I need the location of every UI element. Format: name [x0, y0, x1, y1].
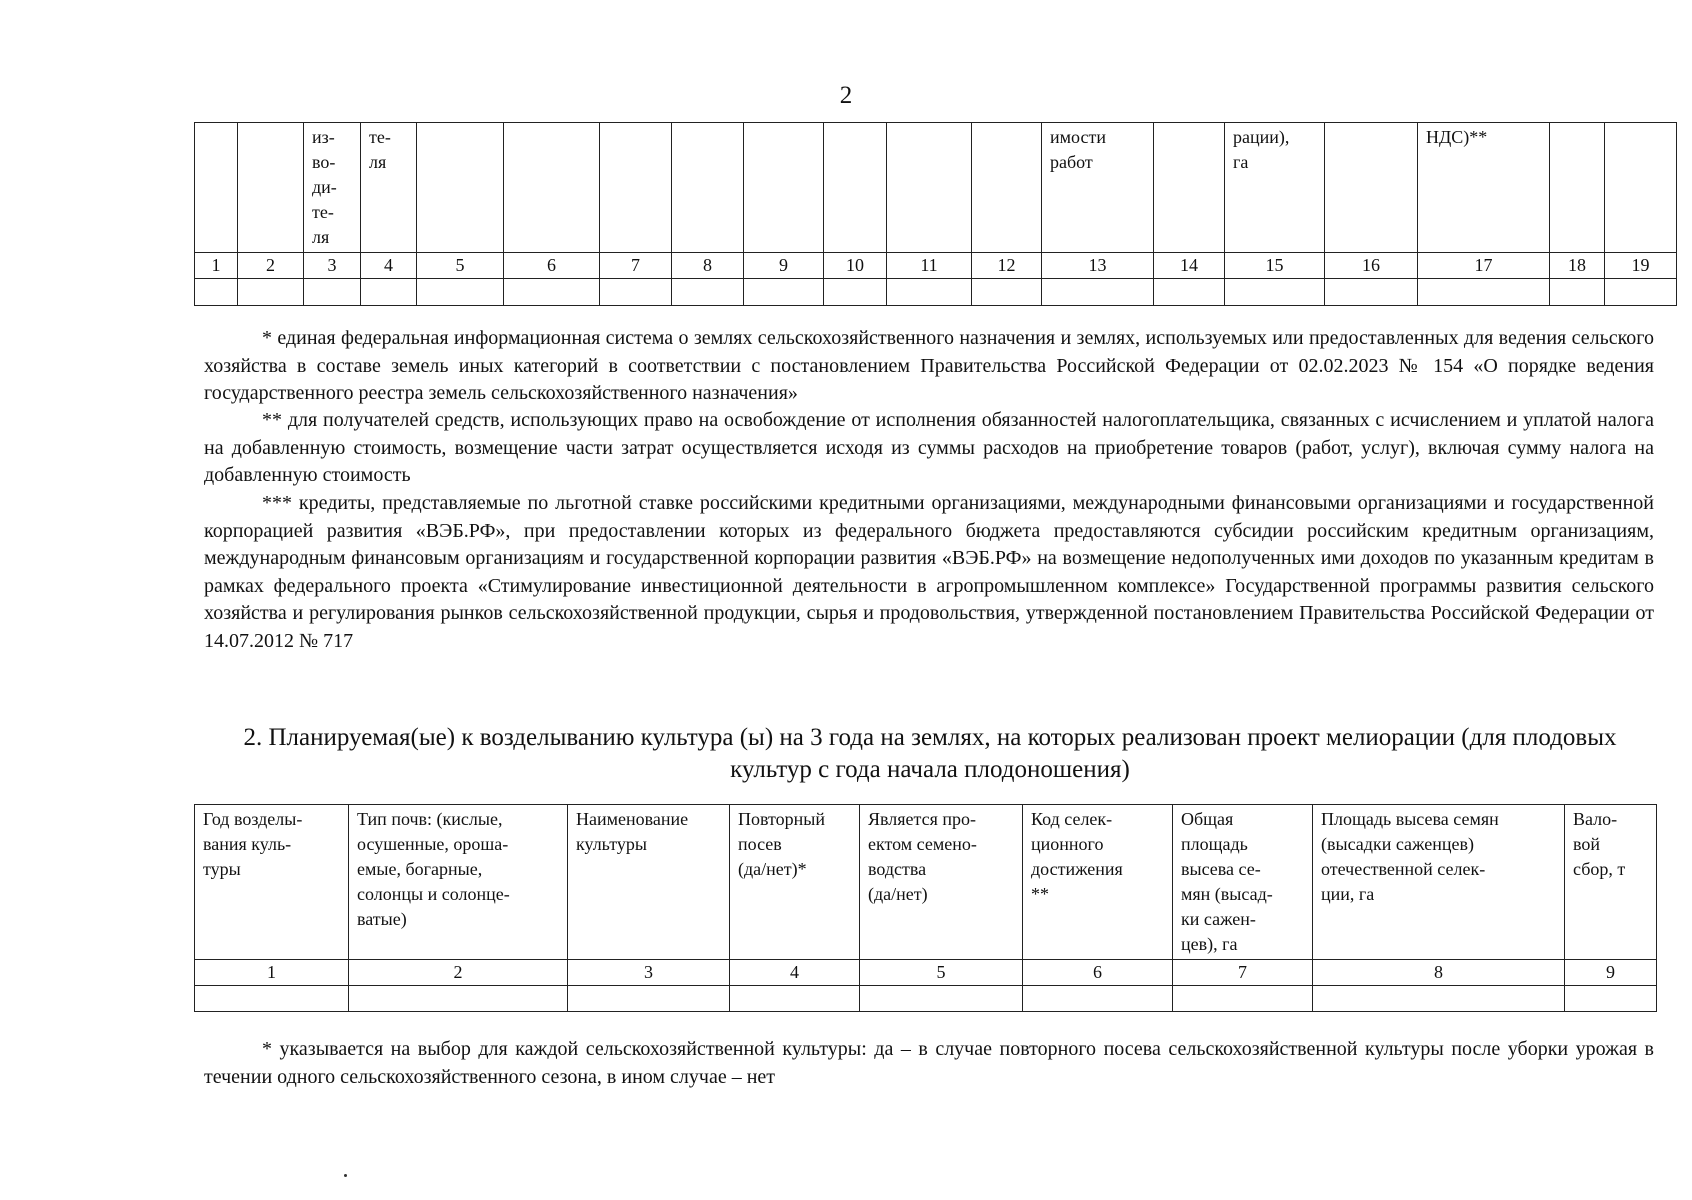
empty-cell: [1313, 986, 1565, 1012]
column-number: 13: [1042, 253, 1154, 279]
footnote-2-text: ** для получателей средств, использующих право на освобождение от исполнения обязанностей налогоплательщика, связанных с исчислением и уплатой налога на добавленную стоимость, возмещение части затрат осуществляется исходя из суммы расходов на приобретение товаров (работ, услуг), включая сумму налога на добавленную стоимость: [204, 409, 1654, 486]
top-header-cell: [600, 123, 672, 253]
header-crop-name: Наименование культуры: [568, 805, 730, 960]
empty-cell: [568, 986, 730, 1012]
crop-table-header-row: [195, 805, 1657, 960]
empty-cell: [1173, 986, 1313, 1012]
footnote-1-text: * единая федеральная информационная система о землях сельскохозяйственного назначения и землях, используемых или предоставленных для ведения сельского хозяйства в составе земель иных категорий в соответствии с постановлением Правительства Российской Федерации от 02.02.2023 № 154 «О порядке ведения государственного реестра земель сельскохозяйственного назначения»: [204, 327, 1654, 404]
crop-table-number-row: [195, 960, 1657, 986]
column-number: 12: [972, 253, 1042, 279]
empty-cell: [887, 279, 972, 306]
section-2-footnote: [204, 1036, 1654, 1091]
column-number: 5: [860, 960, 1023, 986]
empty-cell: [195, 279, 238, 306]
column-number: 11: [887, 253, 972, 279]
crop-table: [194, 804, 1657, 1012]
column-number: 3: [568, 960, 730, 986]
header-seed-project: Является про- ектом семено- водства (да/нет): [860, 805, 1023, 960]
top-header-cell: [824, 123, 887, 253]
header-soil-type: Тип почв: (кислые, осушенные, ороша- емые, богарные, солонцы и солонце- ватые): [349, 805, 568, 960]
column-number: 16: [1325, 253, 1418, 279]
column-number: 2: [349, 960, 568, 986]
empty-cell: [824, 279, 887, 306]
column-number: 3: [304, 253, 361, 279]
empty-cell: [1605, 279, 1677, 306]
scan-speck: [344, 1174, 347, 1177]
empty-cell: [600, 279, 672, 306]
page-number: 2: [839, 82, 853, 109]
crop-table-empty-row: [195, 986, 1657, 1012]
top-table: [194, 122, 1677, 306]
empty-cell: [744, 279, 824, 306]
empty-cell: [672, 279, 744, 306]
empty-cell: [1550, 279, 1605, 306]
empty-cell: [1418, 279, 1550, 306]
empty-cell: [349, 986, 568, 1012]
empty-cell: [1042, 279, 1154, 306]
empty-cell: [972, 279, 1042, 306]
top-header-cell: [972, 123, 1042, 253]
empty-cell: [860, 986, 1023, 1012]
top-header-cell: те- ля: [361, 123, 417, 253]
empty-cell: [1225, 279, 1325, 306]
top-table-number-row: [195, 253, 1677, 279]
column-number: 1: [195, 253, 238, 279]
empty-cell: [361, 279, 417, 306]
column-number: 4: [730, 960, 860, 986]
top-header-cell: имости работ: [1042, 123, 1154, 253]
top-header-cell: [887, 123, 972, 253]
top-header-cell: [1550, 123, 1605, 253]
column-number: 5: [417, 253, 504, 279]
empty-cell: [304, 279, 361, 306]
column-number: 2: [238, 253, 304, 279]
column-number: 6: [504, 253, 600, 279]
top-header-cell: [672, 123, 744, 253]
empty-cell: [195, 986, 349, 1012]
empty-cell: [1325, 279, 1418, 306]
empty-cell: [1023, 986, 1173, 1012]
column-number: 1: [195, 960, 349, 986]
footnote-3-text: *** кредиты, представляемые по льготной ставке российскими кредитными организациями, международными финансовыми организациями и государственной корпорацией развития «ВЭБ.РФ», при предоставлении которых из федерального бюджета предоставляются субсидии российским кредитным организациям, международным финансовым организациям и государственной корпорации развития «ВЭБ.РФ» на возмещение недополученных ими доходов по указанным кредитам в рамках федерального проекта «Стимулирование инвестиционной деятельности в агропромышленном комплексе» Государственной программы развития сельского хозяйства и регулирования рынков сельскохозяйственной продукции, сырья и продовольствия, утвержденной постановлением Правительства Российской Федерации от 14.07.2012 № 717: [204, 492, 1654, 652]
column-number: 6: [1023, 960, 1173, 986]
top-header-cell: [195, 123, 238, 253]
column-number: 7: [1173, 960, 1313, 986]
top-header-cell: [238, 123, 304, 253]
empty-cell: [504, 279, 600, 306]
column-number: 15: [1225, 253, 1325, 279]
column-number: 7: [600, 253, 672, 279]
footnote-2: [204, 407, 1654, 490]
top-header-cell: [1605, 123, 1677, 253]
header-repeat-sowing: Повторный посев (да/нет)*: [730, 805, 860, 960]
header-gross-harvest: Вало- вой сбор, т: [1565, 805, 1657, 960]
top-header-cell: рации), га: [1225, 123, 1325, 253]
top-table-header-row: [195, 123, 1677, 253]
column-number: 17: [1418, 253, 1550, 279]
top-header-cell: [504, 123, 600, 253]
header-cultivation-year: Год возделы- вания куль- туры: [195, 805, 349, 960]
empty-cell: [1565, 986, 1657, 1012]
empty-cell: [730, 986, 860, 1012]
empty-cell: [238, 279, 304, 306]
top-header-cell: [1154, 123, 1225, 253]
top-header-cell: НДС)**: [1418, 123, 1550, 253]
header-selection-code: Код селек- ционного достижения **: [1023, 805, 1173, 960]
column-number: 9: [1565, 960, 1657, 986]
column-number: 8: [672, 253, 744, 279]
column-number: 4: [361, 253, 417, 279]
column-number: 9: [744, 253, 824, 279]
top-header-cell: [417, 123, 504, 253]
column-number: 8: [1313, 960, 1565, 986]
section-2-footnote-text: * указывается на выбор для каждой сельскохозяйственной культуры: да – в случае повторного посева сельскохозяйственной культуры после уборки урожая в течении одного сельскохозяйственного сезона, в ином случае – нет: [204, 1038, 1654, 1088]
top-header-cell: [744, 123, 824, 253]
header-total-area: Общая площадь высева се- мян (высад- ки сажен- цев), га: [1173, 805, 1313, 960]
empty-cell: [417, 279, 504, 306]
top-table-empty-row: [195, 279, 1677, 306]
column-number: 19: [1605, 253, 1677, 279]
header-domestic-area: Площадь высева семян (высадки саженцев) отечественной селек- ции, га: [1313, 805, 1565, 960]
section-2-title: 2. Планируемая(ые) к возделыванию культура (ы) на 3 года на землях, на которых реализован проект мелиорации (для плодовых культур с года начала плодоношения): [243, 724, 1617, 783]
column-number: 10: [824, 253, 887, 279]
empty-cell: [1154, 279, 1225, 306]
footnote-3: [204, 490, 1654, 655]
top-header-cell: [1325, 123, 1418, 253]
column-number: 14: [1154, 253, 1225, 279]
footnote-1: [204, 325, 1654, 408]
column-number: 18: [1550, 253, 1605, 279]
top-header-cell: из- во- ди- те- ля: [304, 123, 361, 253]
